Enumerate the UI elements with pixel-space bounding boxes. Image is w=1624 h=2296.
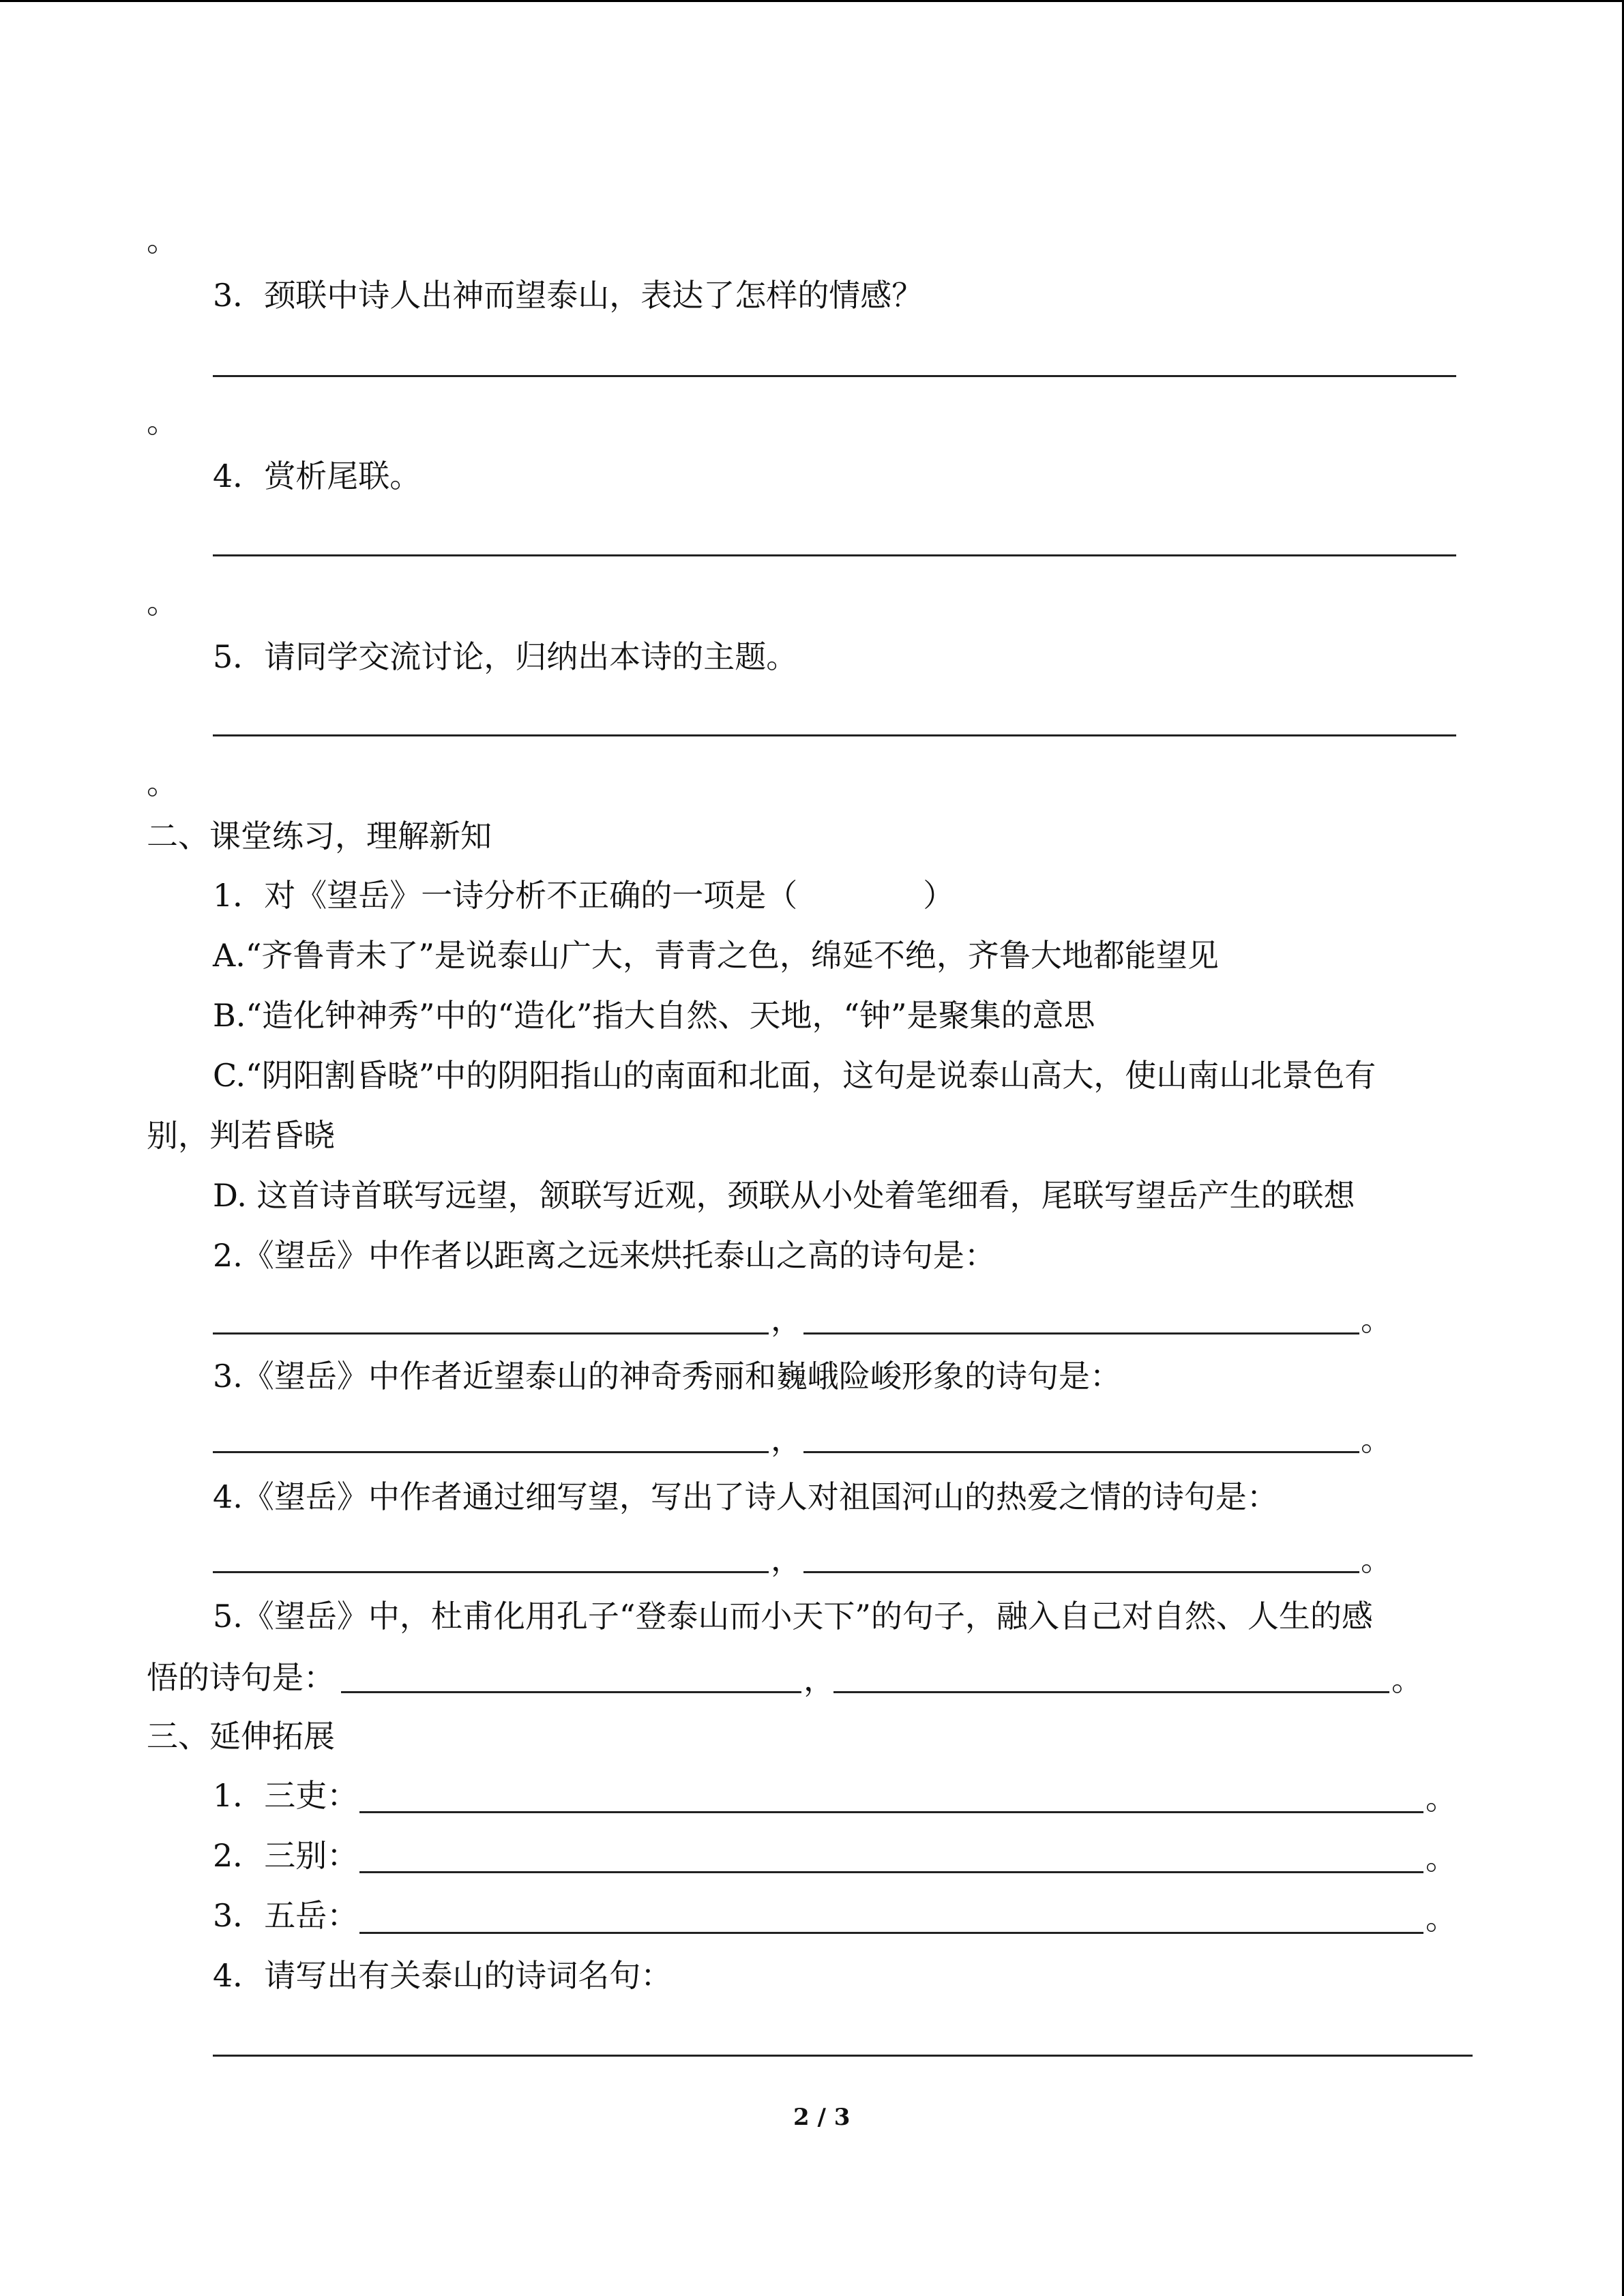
section-3-heading: 三、延伸拓展 — [147, 1718, 335, 1755]
blank-comma: ， — [771, 1541, 802, 1578]
blank-comma: ， — [771, 1421, 802, 1458]
page-number: 2 / 3 — [793, 2104, 851, 2131]
answer-blank-e5-first[interactable] — [341, 1691, 801, 1693]
answer-line-q5[interactable] — [213, 734, 1456, 736]
exercise-1-option-c-line2: 别，判若昏晓 — [147, 1117, 335, 1154]
answer-line-q3[interactable] — [213, 375, 1456, 377]
extension-2-label: 2．三别： — [213, 1837, 359, 1874]
answer-line-x4[interactable] — [213, 2055, 1473, 2057]
answer-blank-x1[interactable] — [359, 1811, 1423, 1813]
line-end-mark: 。 — [147, 584, 178, 621]
line-end-mark: 。 — [147, 222, 178, 258]
exercise-5-question-line2: 悟的诗句是： — [147, 1659, 335, 1696]
line-end-mark: 。 — [147, 403, 178, 440]
blank-period: 。 — [1361, 1301, 1392, 1338]
extension-4-question: 4．请写出有关泰山的诗词名句： — [213, 1957, 673, 1994]
answer-blank-e2-first[interactable] — [213, 1332, 769, 1335]
section-2-heading: 二、课堂练习，理解新知 — [147, 818, 492, 854]
answer-blank-e2-second[interactable] — [803, 1332, 1359, 1335]
exercise-1-option-a: A.“齐鲁青未了”是说泰山广大，青青之色，绵延不绝，齐鲁大地都能望见 — [213, 937, 1219, 974]
answer-line-q4[interactable] — [213, 554, 1456, 556]
question-4-text: 4．赏析尾联。 — [213, 458, 422, 494]
exercise-4-question: 4.《望岳》中作者通过细写望，写出了诗人对祖国河山的热爱之情的诗句是： — [213, 1478, 1278, 1515]
exercise-3-question: 3.《望岳》中作者近望泰山的神奇秀丽和巍峨险峻形象的诗句是： — [213, 1358, 1121, 1395]
blank-period: 。 — [1426, 1900, 1457, 1937]
extension-3-label: 3．五岳： — [213, 1897, 359, 1934]
exercise-5-question-line1: 5.《望岳》中，杜甫化用孔子“登泰山而小天下”的句子，融入自己对自然、人生的感 — [213, 1598, 1373, 1635]
blank-comma: ， — [771, 1301, 802, 1338]
exercise-1-question: 1．对《望岳》一诗分析不正确的一项是（ ） — [213, 877, 955, 914]
answer-blank-e3-second[interactable] — [803, 1451, 1359, 1453]
extension-1-label: 1．三吏： — [213, 1777, 359, 1814]
exercise-1-option-c-line1: C.“阴阳割昏晓”中的阴阳指山的南面和北面，这句是说泰山高大，使山南山北景色有 — [213, 1057, 1376, 1094]
blank-period: 。 — [1361, 1541, 1392, 1578]
answer-blank-x3[interactable] — [359, 1932, 1423, 1934]
blank-period: 。 — [1391, 1661, 1423, 1698]
answer-blank-x2[interactable] — [359, 1871, 1423, 1873]
answer-blank-e5-second[interactable] — [833, 1691, 1389, 1693]
line-end-mark: 。 — [147, 764, 178, 801]
exercise-2-question: 2.《望岳》中作者以距离之远来烘托泰山之高的诗句是： — [213, 1237, 996, 1274]
question-5-text: 5．请同学交流讨论，归纳出本诗的主题。 — [213, 638, 798, 675]
answer-blank-e4-second[interactable] — [803, 1571, 1359, 1573]
answer-blank-e3-first[interactable] — [213, 1451, 769, 1453]
exercise-1-option-d: D. 这首诗首联写远望，颔联写近观，颈联从小处着笔细看，尾联写望岳产生的联想 — [213, 1177, 1355, 1214]
question-3-text: 3．颈联中诗人出神而望泰山，表达了怎样的情感？ — [213, 277, 924, 314]
blank-period: 。 — [1361, 1421, 1392, 1458]
blank-comma: ， — [803, 1661, 835, 1698]
blank-period: 。 — [1426, 1780, 1457, 1817]
blank-period: 。 — [1426, 1840, 1457, 1877]
exercise-1-option-b: B.“造化钟神秀”中的“造化”指大自然、天地，“钟”是聚集的意思 — [213, 997, 1095, 1034]
answer-blank-e4-first[interactable] — [213, 1571, 769, 1573]
